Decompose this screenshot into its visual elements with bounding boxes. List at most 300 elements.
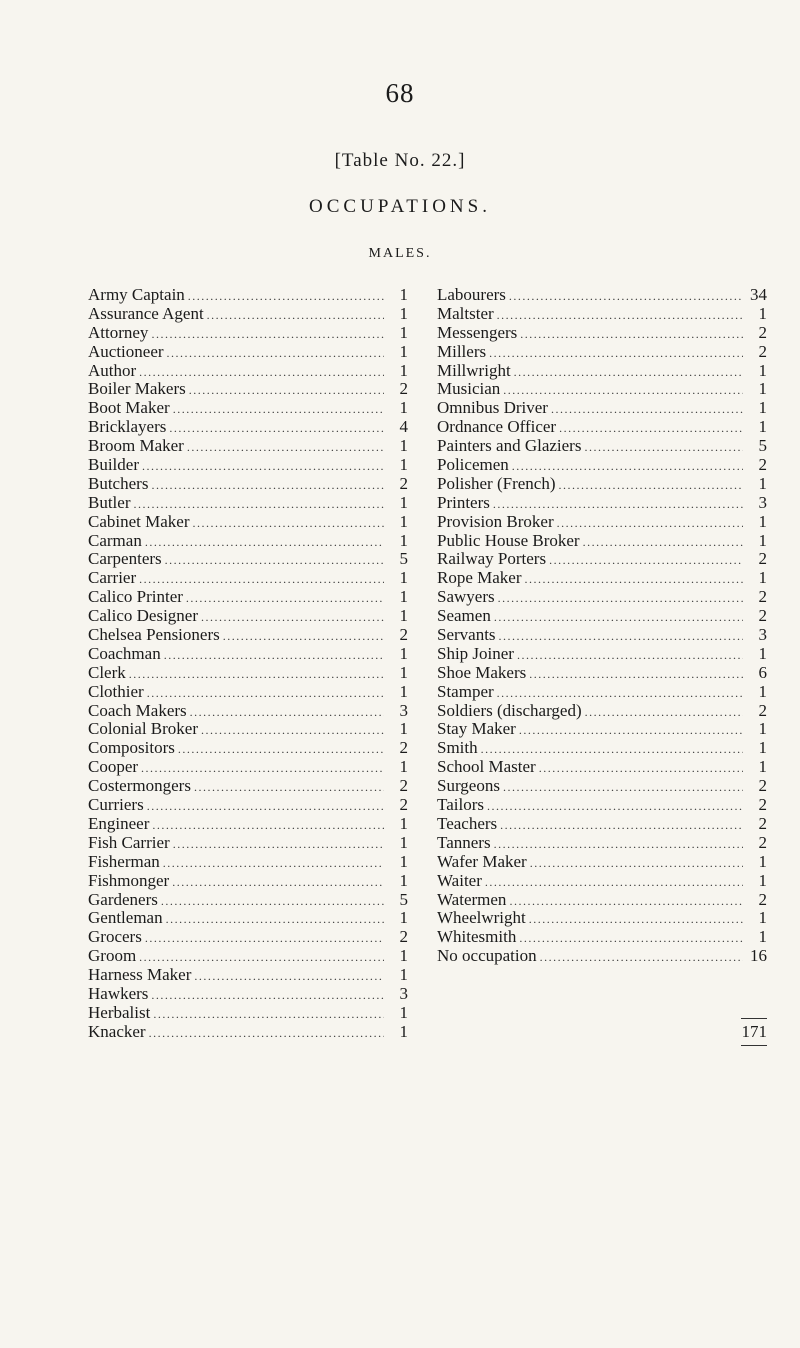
dot-leader (551, 400, 743, 419)
occupation-name: Army Captain (88, 285, 185, 304)
occupation-name: Boot Maker (88, 398, 170, 418)
dot-leader (529, 665, 743, 684)
occupation-count: 1 (758, 473, 767, 493)
occupation-count: 1 (399, 455, 408, 475)
dot-leader (153, 1005, 384, 1024)
occupation-row (437, 758, 767, 777)
dot-leader (142, 457, 384, 476)
occupation-count: 1 (399, 322, 408, 342)
occupation-name: Chelsea Pensioners (88, 625, 220, 645)
occupation-name: Omnibus Driver (437, 398, 548, 418)
dot-leader (129, 665, 384, 684)
dot-leader (584, 438, 743, 457)
occupation-name: Gentleman (88, 908, 163, 928)
occupation-row (88, 1023, 408, 1042)
occupation-row (437, 645, 767, 664)
occupation-count: 5 (399, 549, 408, 569)
dot-leader (145, 533, 384, 552)
occupation-name: Shoe Makers (437, 662, 527, 682)
occupation-name: Carman (88, 530, 142, 550)
dot-leader (489, 344, 743, 363)
occupation-count: 1 (399, 719, 408, 739)
occupation-name: Butler (88, 492, 131, 512)
occupation-row (437, 399, 767, 418)
occupation-row (437, 418, 767, 437)
dot-leader (186, 589, 384, 608)
occupation-count: 1 (758, 360, 767, 380)
occupation-row (437, 626, 767, 645)
occupation-count: 1 (399, 360, 408, 380)
occupation-name: Butchers (88, 473, 149, 493)
occupation-count: 1 (758, 719, 767, 739)
occupation-count: 5 (399, 889, 408, 909)
occupation-name: Assurance Agent (88, 303, 204, 323)
occupation-row (88, 494, 408, 513)
occupation-count: 2 (399, 379, 408, 399)
occupation-name: Stay Maker (437, 719, 516, 739)
dot-leader (188, 287, 384, 306)
occupation-name: Grocers (88, 927, 142, 947)
occupation-name: Cooper (88, 757, 139, 777)
occupation-row (88, 569, 408, 588)
occupation-row (437, 720, 767, 739)
occupation-name: Calico Printer (88, 587, 183, 607)
occupation-count: 1 (758, 870, 767, 890)
table-label: [Table No. 22.] (334, 150, 466, 171)
dot-leader (557, 514, 743, 533)
occupation-count: 1 (758, 681, 767, 701)
occupation-row (437, 739, 767, 758)
dot-leader (519, 929, 743, 948)
occupation-name: Tanners (437, 832, 491, 852)
occupation-row (88, 947, 408, 966)
occupation-row (88, 758, 408, 777)
dot-leader (167, 344, 384, 363)
dot-leader (499, 627, 743, 646)
occupation-count: 1 (399, 851, 408, 871)
occupation-name: Railway Porters (437, 549, 547, 569)
dot-leader (549, 551, 743, 570)
occupation-name: Hawkers (88, 983, 149, 1003)
occupation-count: 2 (758, 776, 767, 796)
dot-leader (178, 740, 384, 759)
dot-leader (585, 703, 743, 722)
occupation-name: Public House Broker (437, 530, 580, 550)
dot-leader (194, 967, 384, 986)
occupation-count: 1 (758, 303, 767, 323)
occupation-count: 2 (758, 549, 767, 569)
occupation-name: Musician (437, 379, 501, 399)
occupation-name: Rope Maker (437, 568, 522, 588)
occupation-count: 1 (758, 851, 767, 871)
occupation-row (88, 380, 408, 399)
occupation-row (88, 777, 408, 796)
occupation-row (437, 853, 767, 872)
occupation-row (88, 664, 408, 683)
dot-leader (583, 533, 743, 552)
dot-leader (494, 835, 743, 854)
occupation-name: Soldiers (discharged) (437, 700, 582, 720)
occupation-name: Wafer Maker (437, 851, 527, 871)
occupation-row (437, 928, 767, 947)
occupation-count: 1 (758, 511, 767, 531)
dot-leader (151, 325, 384, 344)
occupation-count: 1 (399, 965, 408, 985)
dot-leader (194, 778, 384, 797)
dot-leader (514, 363, 743, 382)
dot-leader (151, 986, 384, 1005)
occupation-count: 2 (399, 776, 408, 796)
occupation-row (88, 891, 408, 910)
occupation-count: 1 (399, 832, 408, 852)
occupation-row (88, 362, 408, 381)
occupation-row (437, 909, 767, 928)
occupation-row (88, 853, 408, 872)
occupation-row (437, 947, 767, 966)
occupation-count: 2 (399, 473, 408, 493)
occupation-row (437, 305, 767, 324)
occupation-name: Carrier (88, 568, 137, 588)
occupation-name: Tailors (437, 795, 484, 815)
occupation-name: Gardeners (88, 889, 158, 909)
dot-leader (559, 476, 743, 495)
occupation-count: 16 (750, 946, 767, 966)
occupation-row (437, 815, 767, 834)
occupation-count: 3 (399, 983, 408, 1003)
occupation-row (88, 607, 408, 626)
occupation-count: 2 (758, 832, 767, 852)
occupation-name: Seamen (437, 606, 491, 626)
dot-leader (149, 1024, 384, 1043)
occupation-row (88, 985, 408, 1004)
occupation-name: Boiler Makers (88, 379, 186, 399)
occupation-name: Fish Carrier (88, 832, 170, 852)
occupation-count: 2 (758, 889, 767, 909)
occupation-row (88, 286, 408, 305)
occupation-row (88, 683, 408, 702)
dot-leader (163, 854, 384, 873)
occupation-name: Provision Broker (437, 511, 554, 531)
occupation-count: 1 (399, 492, 408, 512)
dot-leader (201, 608, 384, 627)
occupation-name: Cabinet Maker (88, 511, 190, 531)
occupation-name: No occupation (437, 946, 537, 966)
dot-leader (540, 948, 743, 967)
occupation-count: 2 (399, 795, 408, 815)
occupation-name: Auctioneer (88, 341, 164, 361)
dot-leader (172, 873, 384, 892)
occupation-row (437, 834, 767, 853)
occupation-count: 2 (758, 322, 767, 342)
occupation-name: Millers (437, 341, 487, 361)
occupation-name: Wheelwright (437, 908, 526, 928)
occupation-name: Watermen (437, 889, 507, 909)
occupation-count: 3 (758, 492, 767, 512)
dot-leader (173, 400, 384, 419)
occupation-name: Costermongers (88, 776, 191, 796)
occupation-row (88, 928, 408, 947)
occupation-row (88, 513, 408, 532)
occupation-name: Calico Designer (88, 606, 198, 626)
occupation-count: 1 (399, 1021, 408, 1041)
occupation-count: 34 (750, 285, 767, 304)
occupation-count: 1 (399, 757, 408, 777)
occupation-row (88, 437, 408, 456)
occupation-count: 1 (758, 568, 767, 588)
occupation-name: Stamper (437, 681, 494, 701)
occupation-row (88, 834, 408, 853)
occupation-count: 2 (399, 625, 408, 645)
occupation-name: Colonial Broker (88, 719, 199, 739)
occupation-count: 2 (399, 738, 408, 758)
occupation-count: 1 (399, 511, 408, 531)
dot-leader (494, 608, 743, 627)
occupation-row (88, 550, 408, 569)
dot-leader (147, 797, 384, 816)
occupation-name: Policemen (437, 455, 509, 475)
occupation-name: Teachers (437, 813, 498, 833)
occupation-name: Sawyers (437, 587, 495, 607)
occupation-count: 2 (758, 455, 767, 475)
dot-leader (525, 570, 743, 589)
occupation-count: 1 (758, 927, 767, 947)
occupation-count: 1 (758, 417, 767, 437)
occupation-count: 1 (399, 643, 408, 663)
occupation-name: Millwright (437, 360, 511, 380)
dot-leader (164, 646, 384, 665)
occupation-name: Harness Maker (88, 965, 192, 985)
total-bottom-rule (741, 1045, 767, 1046)
dot-leader (498, 589, 743, 608)
occupation-row (437, 513, 767, 532)
occupation-name: Coach Makers (88, 700, 187, 720)
occupation-row (437, 475, 767, 494)
occupation-name: Builder (88, 455, 139, 475)
occupation-name: Clerk (88, 662, 126, 682)
occupation-name: Curriers (88, 795, 144, 815)
occupation-name: Bricklayers (88, 417, 167, 437)
occupation-row (437, 702, 767, 721)
occupation-name: Painters and Glaziers (437, 436, 582, 456)
dot-leader (487, 797, 743, 816)
occupation-row (88, 720, 408, 739)
dot-leader (493, 495, 743, 514)
dot-leader (509, 892, 743, 911)
dot-leader (207, 306, 384, 325)
occupation-row (437, 607, 767, 626)
occupation-name: Polisher (French) (437, 473, 556, 493)
occupation-name: Fisherman (88, 851, 160, 871)
dot-leader (530, 854, 743, 873)
occupation-count: 1 (399, 398, 408, 418)
dot-leader (169, 419, 384, 438)
occupation-row (88, 815, 408, 834)
occupation-row (88, 909, 408, 928)
occupation-count: 1 (399, 662, 408, 682)
occupation-count: 1 (758, 398, 767, 418)
dot-leader (189, 381, 384, 400)
occupation-row (437, 796, 767, 815)
dot-leader (152, 816, 384, 835)
occupation-row (88, 532, 408, 551)
occupation-count: 3 (758, 625, 767, 645)
occupation-row (437, 286, 767, 305)
occupation-row (437, 777, 767, 796)
occupation-count: 1 (399, 908, 408, 928)
left-occupation-column (88, 286, 408, 1042)
occupation-count: 1 (758, 643, 767, 663)
occupation-row (437, 324, 767, 343)
dot-leader (173, 835, 384, 854)
occupation-row (88, 626, 408, 645)
occupation-name: Author (88, 360, 137, 380)
dot-leader (145, 929, 384, 948)
occupation-count: 2 (758, 700, 767, 720)
table-subheading: MALES. (368, 246, 432, 261)
occupation-row (437, 683, 767, 702)
occupation-name: Ordnance Officer (437, 417, 557, 437)
dot-leader (503, 778, 743, 797)
occupation-row (88, 343, 408, 362)
occupation-name: School Master (437, 757, 536, 777)
occupation-count: 1 (758, 908, 767, 928)
occupation-row (437, 494, 767, 513)
occupation-name: Engineer (88, 813, 150, 833)
occupation-name: Compositors (88, 738, 175, 758)
occupation-name: Maltster (437, 303, 494, 323)
occupation-count: 2 (758, 341, 767, 361)
occupation-name: Messengers (437, 322, 518, 342)
occupation-row (88, 324, 408, 343)
dot-leader (500, 816, 743, 835)
occupation-row (88, 739, 408, 758)
occupation-name: Ship Joiner (437, 643, 514, 663)
occupation-count: 1 (399, 606, 408, 626)
occupation-name: Groom (88, 946, 137, 966)
page-number: 68 (385, 78, 415, 108)
dot-leader (151, 476, 384, 495)
occupation-row (437, 891, 767, 910)
dot-leader (539, 759, 743, 778)
dot-leader (165, 551, 384, 570)
occupation-count: 1 (399, 587, 408, 607)
occupation-count: 1 (399, 870, 408, 890)
occupation-name: Servants (437, 625, 496, 645)
occupation-name: Printers (437, 492, 490, 512)
occupation-count: 1 (399, 285, 408, 304)
occupation-name: Surgeons (437, 776, 500, 796)
occupation-name: Clothier (88, 681, 144, 701)
occupation-row (88, 399, 408, 418)
occupation-row (88, 418, 408, 437)
occupation-count: 1 (758, 379, 767, 399)
occupation-count: 2 (758, 813, 767, 833)
dot-leader (529, 910, 743, 929)
occupation-count: 2 (758, 606, 767, 626)
occupation-name: Waiter (437, 870, 482, 890)
occupation-name: Carpenters (88, 549, 162, 569)
occupation-count: 2 (758, 587, 767, 607)
occupation-row (88, 1004, 408, 1023)
occupation-count: 1 (399, 813, 408, 833)
dot-leader (187, 438, 384, 457)
occupation-row (88, 305, 408, 324)
occupation-count: 6 (758, 662, 767, 682)
dot-leader (485, 873, 743, 892)
occupation-row (437, 532, 767, 551)
occupation-name: Coachman (88, 643, 161, 663)
dot-leader (201, 721, 384, 740)
occupation-name: Smith (437, 738, 478, 758)
occupation-row (88, 475, 408, 494)
occupation-count: 2 (758, 795, 767, 815)
table-heading: OCCUPATIONS. (309, 196, 491, 217)
occupation-name: Whitesmith (437, 927, 517, 947)
occupation-count: 5 (758, 436, 767, 456)
dot-leader (193, 514, 385, 533)
occupation-count: 1 (399, 946, 408, 966)
dot-leader (497, 306, 743, 325)
dot-leader (134, 495, 385, 514)
occupation-row (88, 456, 408, 475)
occupation-count: 1 (758, 738, 767, 758)
dot-leader (517, 646, 743, 665)
occupation-count: 3 (399, 700, 408, 720)
total-value: 171 (741, 1022, 767, 1041)
occupation-name: Fishmonger (88, 870, 170, 890)
occupation-count: 1 (399, 341, 408, 361)
occupation-name: Herbalist (88, 1002, 151, 1022)
occupation-row (437, 664, 767, 683)
occupation-count: 1 (399, 436, 408, 456)
occupation-row (437, 380, 767, 399)
occupation-row (437, 362, 767, 381)
dot-leader (147, 684, 384, 703)
total-block (735, 1018, 767, 1046)
dot-leader (161, 892, 384, 911)
occupation-row (88, 872, 408, 891)
occupation-count: 1 (399, 1002, 408, 1022)
occupation-name: Labourers (437, 285, 506, 304)
occupation-count: 1 (399, 530, 408, 550)
occupation-count: 1 (758, 757, 767, 777)
occupation-row (437, 569, 767, 588)
dot-leader (497, 684, 743, 703)
dot-leader (519, 721, 743, 740)
right-occupation-column (437, 286, 767, 966)
occupation-row (88, 796, 408, 815)
occupation-row (437, 437, 767, 456)
dot-leader (223, 627, 384, 646)
occupation-count: 1 (399, 303, 408, 323)
occupation-name: Broom Maker (88, 436, 184, 456)
occupation-count: 1 (758, 530, 767, 550)
occupation-name: Knacker (88, 1021, 146, 1041)
occupation-count: 1 (399, 681, 408, 701)
occupation-row (88, 702, 408, 721)
occupation-row (88, 588, 408, 607)
dot-leader (559, 419, 743, 438)
dot-leader (190, 703, 384, 722)
occupation-row (437, 588, 767, 607)
dot-leader (509, 287, 743, 306)
occupation-count: 2 (399, 927, 408, 947)
occupation-row (437, 550, 767, 569)
occupation-name: Attorney (88, 322, 149, 342)
occupation-row (437, 456, 767, 475)
dot-leader (520, 325, 743, 344)
occupation-row (437, 872, 767, 891)
